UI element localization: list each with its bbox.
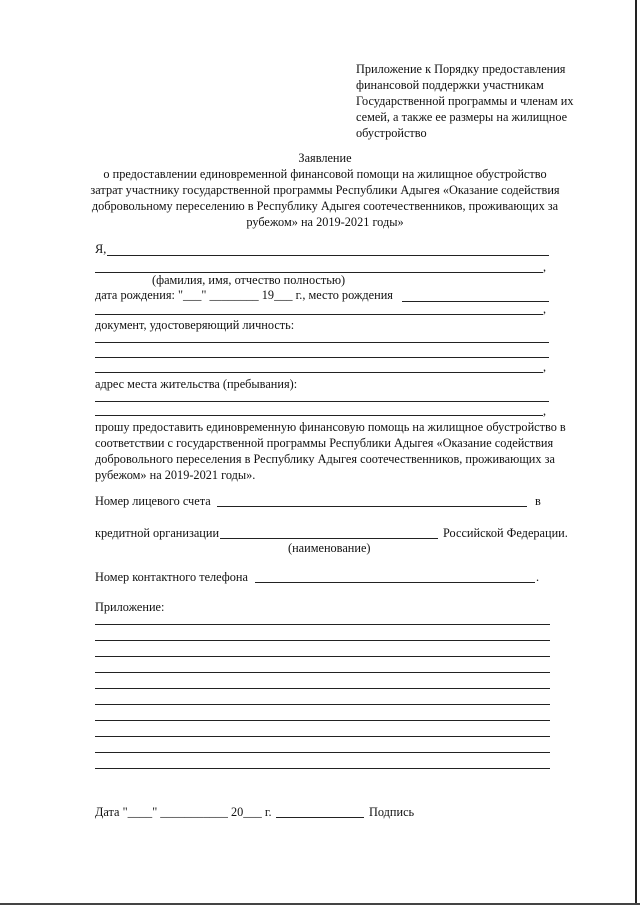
- birthplace-field-line[interactable]: [402, 301, 549, 302]
- appendix-header: [356, 61, 596, 141]
- id-document-line-2[interactable]: [95, 357, 549, 358]
- attachment-line[interactable]: [95, 688, 550, 689]
- header-line: Приложение к Порядку предоставления: [356, 62, 566, 76]
- id-document-comma: ,: [543, 360, 547, 374]
- phone-period: .: [536, 570, 540, 584]
- fio-comma: ,: [543, 260, 547, 274]
- request-paragraph: [95, 419, 565, 483]
- id-document-line-3[interactable]: [95, 372, 543, 373]
- header-line: финансовой поддержки участникам: [356, 78, 544, 92]
- attachment-line[interactable]: [95, 672, 550, 673]
- id-document-label: документ, удостоверяющий личность:: [95, 318, 295, 332]
- birth-date-label: дата рождения: "___" ________ 19___ г., место рождения: [95, 288, 393, 302]
- title-line: о предоставлении единовременной финансовой помощи на жилищное обустройство: [103, 167, 547, 181]
- attachment-line[interactable]: [95, 752, 550, 753]
- attachment-line[interactable]: [95, 640, 550, 641]
- attachment-line[interactable]: [95, 736, 550, 737]
- page-edge-right: [635, 0, 637, 905]
- fio-caption: (фамилия, имя, отчество полностью): [152, 273, 346, 287]
- fio-field-line[interactable]: [107, 255, 549, 256]
- header-line: Государственной программы и членам их: [356, 94, 574, 108]
- address-comma: ,: [543, 404, 547, 418]
- signature-label: Подпись: [369, 805, 415, 819]
- attachment-line[interactable]: [95, 704, 550, 705]
- request-line: добровольного переселения в Республику Адыгея соотечественников, проживающих за: [95, 452, 555, 466]
- id-document-line-1[interactable]: [95, 342, 549, 343]
- i-label: Я,: [95, 242, 107, 256]
- header-line: обустройство: [356, 126, 427, 140]
- address-line-2[interactable]: [95, 415, 543, 416]
- address-label: адрес места жительства (пребывания):: [95, 377, 298, 391]
- attachment-line[interactable]: [95, 720, 550, 721]
- request-line: рубежом» на 2019-2021 годы».: [95, 468, 256, 482]
- attachment-line[interactable]: [95, 768, 550, 769]
- date-label: Дата "____" ___________ 20___ г.: [95, 805, 272, 819]
- birthplace-field-line-2[interactable]: [95, 314, 543, 315]
- request-line: прошу предоставить единовременную финансовую помощь на жилищное обустройство в: [95, 420, 566, 434]
- phone-field[interactable]: [255, 582, 535, 583]
- title-line: затрат участнику государственной программы Республики Адыгея «Оказание содействия: [90, 183, 560, 197]
- signature-field[interactable]: [276, 817, 364, 818]
- credit-org-label: кредитной организации: [95, 526, 220, 540]
- document-title: [80, 150, 570, 230]
- attachment-label: Приложение:: [95, 600, 165, 614]
- credit-org-caption: (наименование): [288, 541, 371, 555]
- attachment-line[interactable]: [95, 656, 550, 657]
- title-heading: Заявление: [298, 151, 352, 165]
- address-line-1[interactable]: [95, 401, 549, 402]
- attachment-line[interactable]: [95, 624, 550, 625]
- title-line: рубежом» на 2019-2021 годы»: [246, 215, 404, 229]
- account-number-field[interactable]: [217, 506, 527, 507]
- phone-label: Номер контактного телефона: [95, 570, 248, 584]
- header-line: семей, а также ее размеры на жилищное: [356, 110, 568, 124]
- credit-org-suffix: Российской Федерации.: [443, 526, 568, 540]
- credit-org-field[interactable]: [220, 538, 438, 539]
- account-suffix: в: [535, 494, 541, 508]
- request-line: соответствии с государственной программы Республики Адыгея «Оказание содействия: [95, 436, 554, 450]
- birthplace-comma: ,: [543, 302, 547, 316]
- account-number-label: Номер лицевого счета: [95, 494, 211, 508]
- title-line: добровольному переселению в Республику Адыгея соотечественников, проживающих за: [91, 199, 559, 213]
